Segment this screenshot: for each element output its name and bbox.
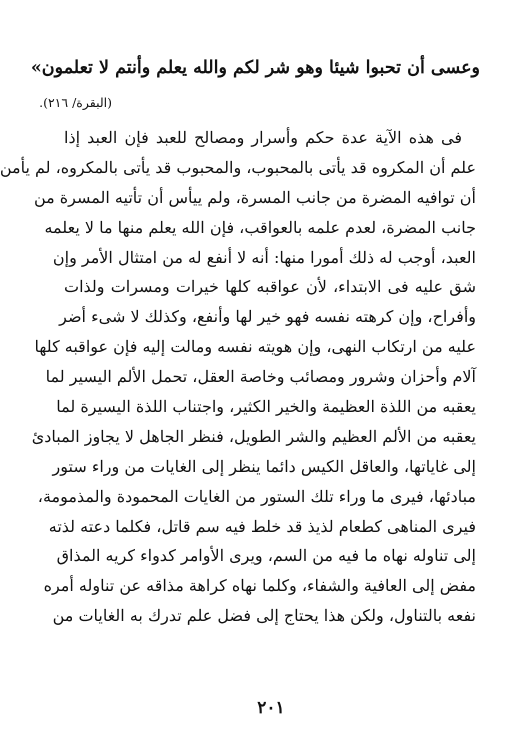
text-line: وأفراح، وإن كرهته نفسه فهو خير لها وأنفع، وكذلك لا شىء أضر — [59, 307, 476, 327]
quran-verse: وعسى أن تحبوا شيئا وهو شر لكم والله يعلم وأنتم لا تعلمون» — [30, 58, 480, 78]
text-line: يعقبه من اللذة العظيمة والخير الكثير، واجتناب اللذة اليسيرة لما — [56, 397, 476, 417]
text-line: إلى غاياتها، والعاقل الكيس دائما ينظر إلى الغايات من وراء ستور — [52, 456, 476, 476]
page-number: ٢٠١ — [257, 698, 285, 718]
text-line: فيرى المناهى كطعام لذيذ قد خلط فيه سم قاتل، فكلما دعته لذته — [48, 516, 476, 536]
text-line: عليه من ارتكاب النهى، وإن هويته نفسه ومالت إليه فإن عواقبه كلها — [34, 337, 476, 357]
text-line: أن توافيه المضرة من جانب المسرة، ولم ييأس أن تأتيه المسرة من — [33, 187, 476, 207]
text-line: مبادئها، فيرى ما وراء تلك الستور من الغايات المحمودة والمذمومة، — [37, 486, 476, 506]
text-line: إلى تناوله نهاه ما فيه من السم، ويرى الأوامر كدواء كريه المذاق — [56, 546, 476, 566]
text-line: العبد، أوجب له ذلك أمورا منها: أنه لا أنفع له من امتثال الأمر وإن — [52, 247, 476, 267]
body-text — [0, 123, 476, 631]
text-line: شق عليه فى الابتداء، لأن عواقبه كلها خيرات ومسرات ولذات — [64, 277, 476, 297]
text-line: علم أن المكروه قد يأتى بالمحبوب، والمحبوب قد يأتى بالمكروه، لم يأمن — [0, 157, 476, 177]
text-line: فى هذه الآية عدة حكم وأسرار ومصالح للعبد فإن العبد إذا — [64, 128, 462, 147]
verse-reference: (البقرة/ ٢١٦). — [39, 95, 112, 110]
text-line: مفض إلى العافية والشفاء، وكلما نهاه كراهة مذاقه عن تناوله أمره — [43, 576, 476, 596]
text-line: آلام وأحزان وشرور ومصائب وخاصة العقل، تحمل الألم اليسير لما — [45, 367, 476, 387]
text-line: جانب المضرة، لعدم علمه بالعواقب، فإن الله يعلم منها ما لا يعلمه — [44, 217, 476, 237]
text-line: يعقبه من الألم العظيم والشر الطويل، فنظر الجاهل لا يجاوز المبادئ — [31, 426, 476, 446]
text-line: نفعه بالتناول، ولكن هذا يحتاج إلى فضل علم تدرك به الغايات من — [52, 606, 476, 626]
